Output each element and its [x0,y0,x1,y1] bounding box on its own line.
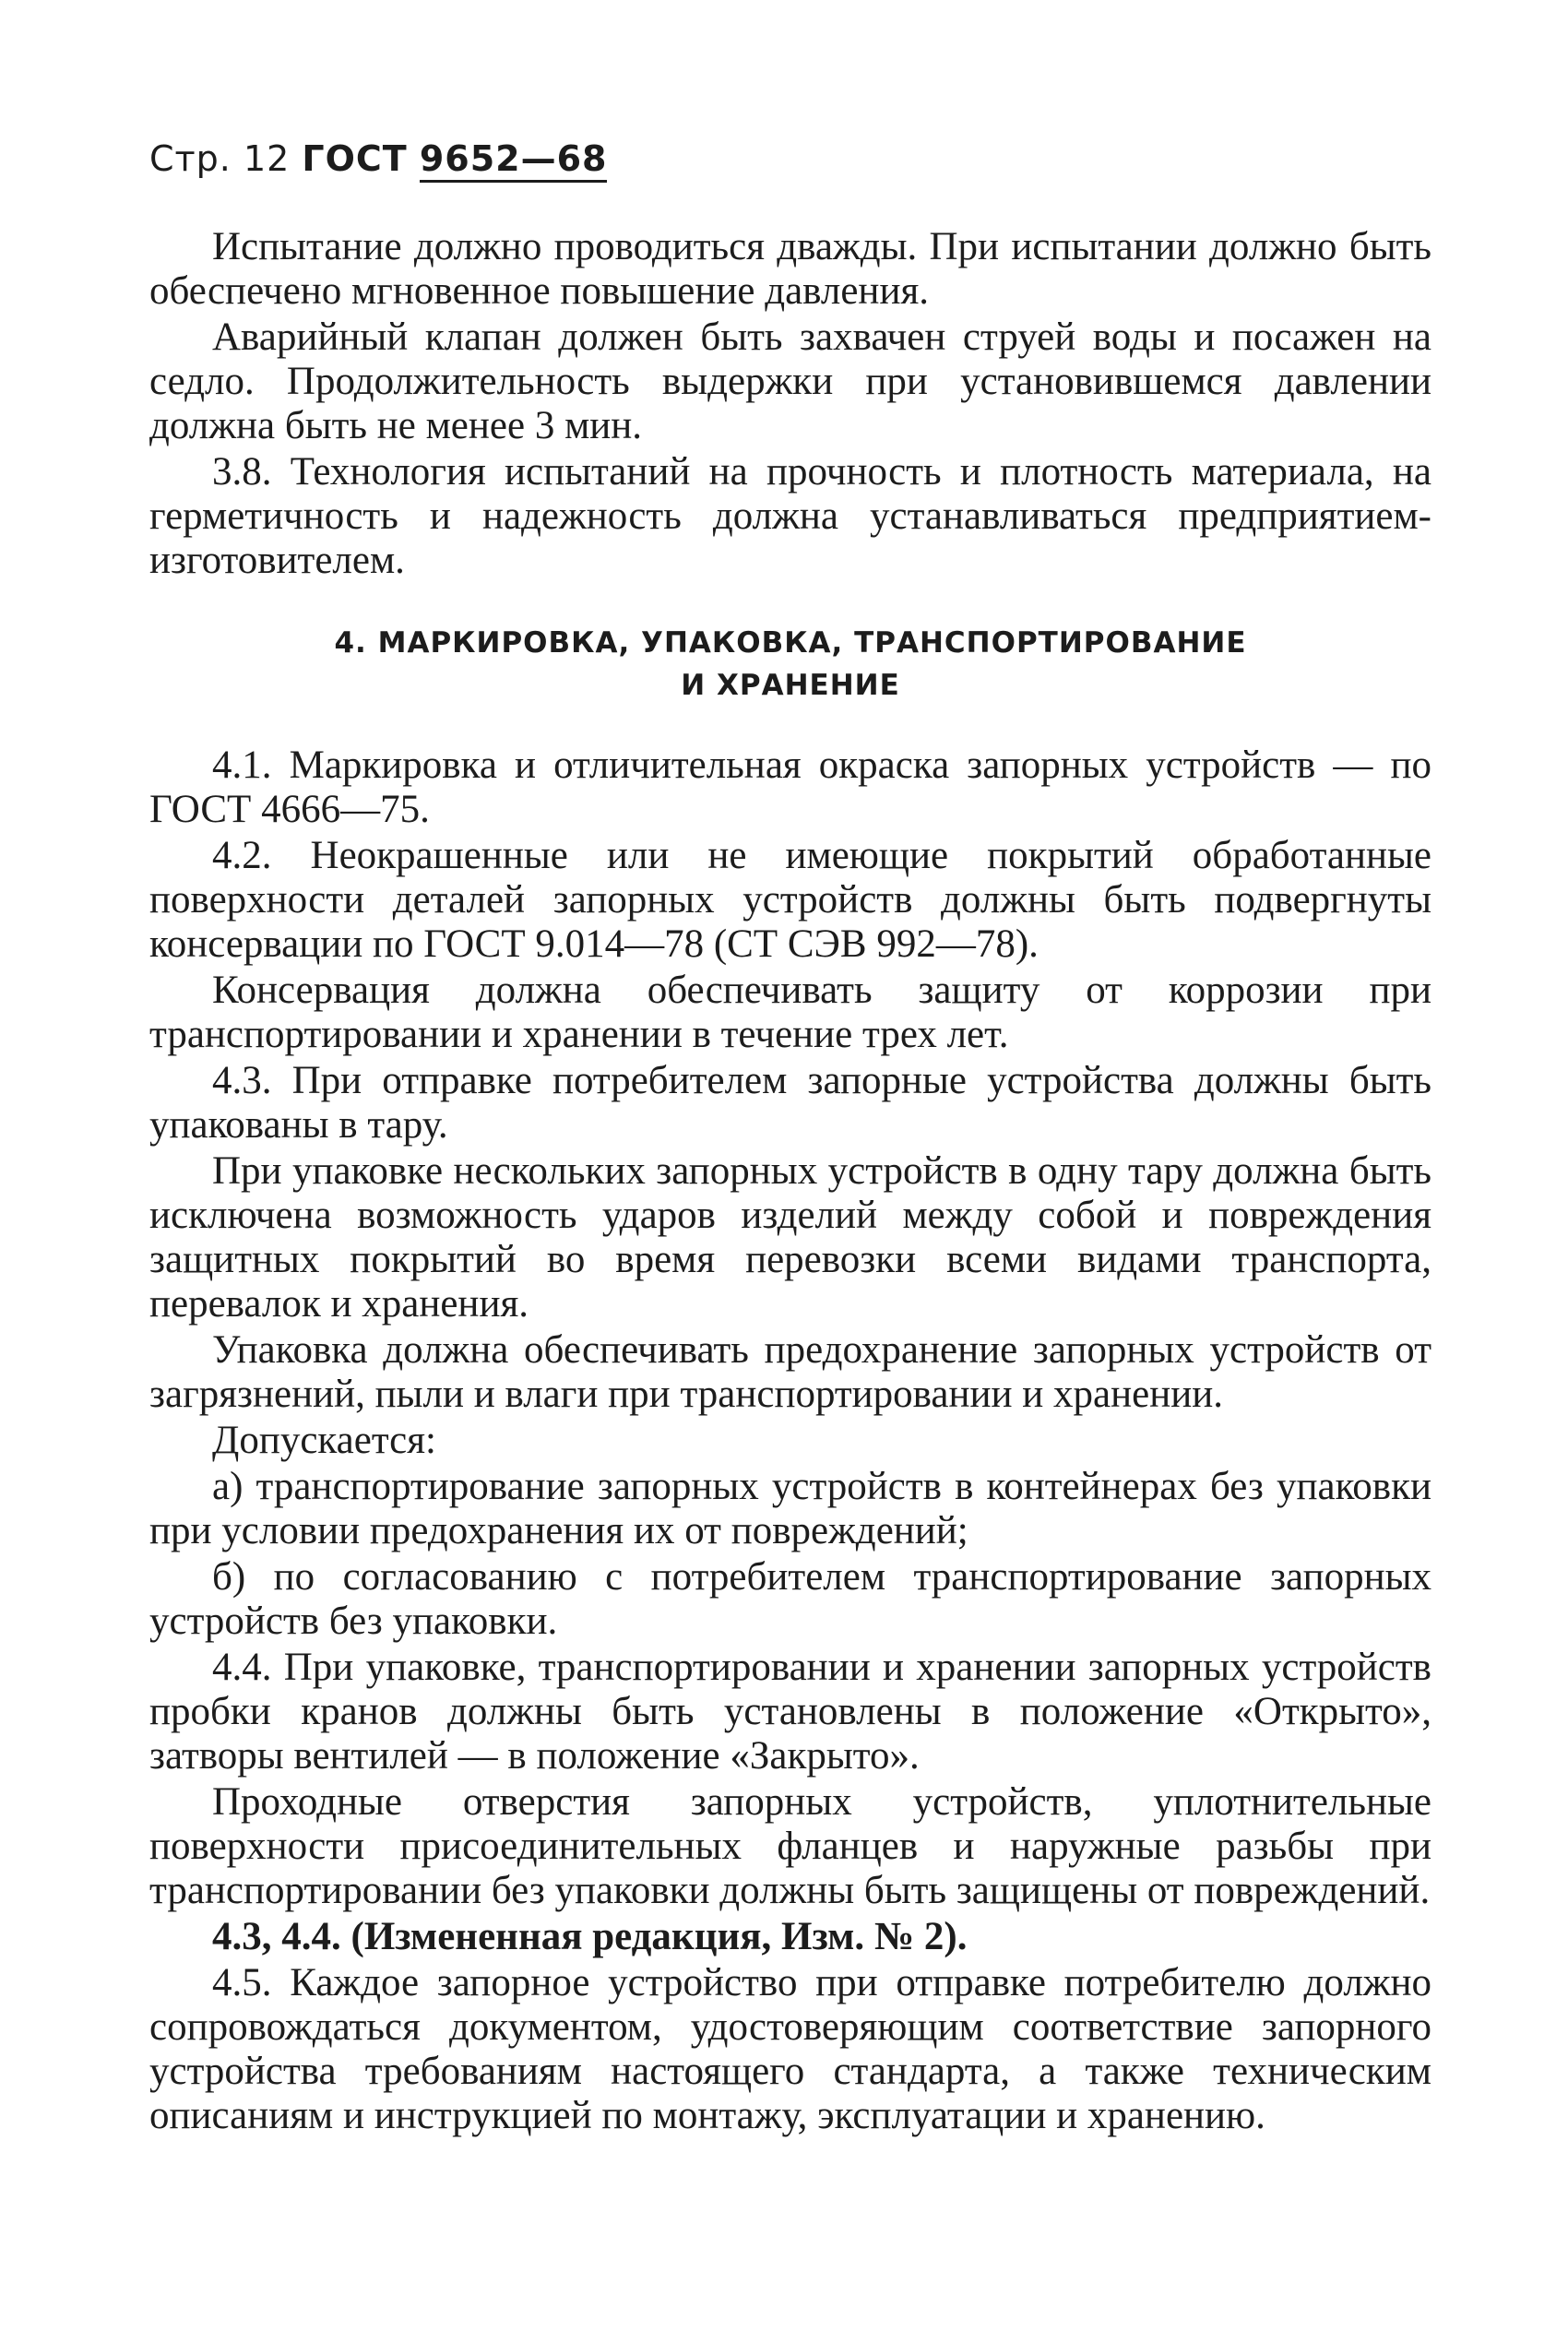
standard-label: ГОСТ [302,138,408,179]
paragraph-amendment-note: 4.3, 4.4. (Измененная редакция, Изм. № 2). [212,1915,968,1958]
paragraph-4-5: 4.5. Каждое запорное устройство при отправке потребителю должно сопровождаться документом, удостоверяющим соответствие запорного устройства требованиям настоящего стандарта, а также техническим описаниям и инструкцией по монтажу, эксплуатации и хранению. [149,1961,1431,2137]
document-page [149,138,1431,2140]
list-item-b: б) по согласованию с потребителем транспортирование запорных устройств без упаковки. [149,1555,1431,1643]
paragraph-openings: Проходные отверстия запорных устройств, уплотнительные поверхности присоединительных фланцев и наружные разьбы при транспортировании без упаковки должны быть защищены от повреждений. [149,1780,1431,1912]
page-number-label: Стр. 12 [149,138,291,179]
section-heading [149,622,1431,707]
list-item-a: а) транспортирование запорных устройств в контейнерах без упаковки при условии предохранения их от повреждений; [149,1465,1431,1552]
paragraph-emergency-valve: Аварийный клапан должен быть захвачен струей воды и посажен на седло. Продолжительность выдержки при установившемся давлении должна быть не менее 3 мин. [149,315,1431,447]
paragraph-4-3: 4.3. При отправке потребителем запорные устройства должны быть упакованы в тару. [149,1059,1431,1147]
paragraph-3-8: 3.8. Технология испытаний на прочность и плотность материала, на герметичность и надежность должна устанавливаться предприятием-изготовителем. [149,450,1431,582]
paragraph-4-4: 4.4. При упаковке, транспортировании и хранении запорных устройств пробки кранов должны быть установлены в положение «Открыто», затворы вентилей — в положение «Закрыто». [149,1646,1431,1778]
paragraph-packing-protection: Упаковка должна обеспечивать предохранение запорных устройств от загрязнений, пыли и влаги при транспортировании и хранении. [149,1328,1431,1416]
section-heading-line2: И ХРАНЕНИЕ [681,669,900,702]
paragraph-conservation: Консервация должна обеспечивать защиту от коррозии при транспортировании и хранении в течение трех лет. [149,969,1431,1056]
running-header [149,138,1431,183]
paragraph-multiple-packing: При упаковке нескольких запорных устройств в одну тару должна быть исключена возможность ударов изделий между собой и повреждения защитных покрытий во время перевозки всеми видами транспорта, перевалок и хранения. [149,1149,1431,1326]
paragraph-4-1: 4.1. Маркировка и отличительная окраска запорных устройств — по ГОСТ 4666—75. [149,743,1431,831]
paragraph-4-2: 4.2. Неокрашенные или не имеющие покрытий обработанные поверхности деталей запорных устройств должны быть подвергнуты консервации по ГОСТ 9.014—78 (СТ СЭВ 992—78). [149,834,1431,966]
paragraph-allowed: Допускается: [212,1419,436,1462]
section-heading-line1: 4. МАРКИРОВКА, УПАКОВКА, ТРАНСПОРТИРОВАНИЕ [334,626,1247,660]
paragraph-test-twice: Испытание должно проводиться дважды. При испытании должно быть обеспечено мгновенное повышение давления. [149,225,1431,313]
standard-number: 9652—68 [420,138,608,183]
